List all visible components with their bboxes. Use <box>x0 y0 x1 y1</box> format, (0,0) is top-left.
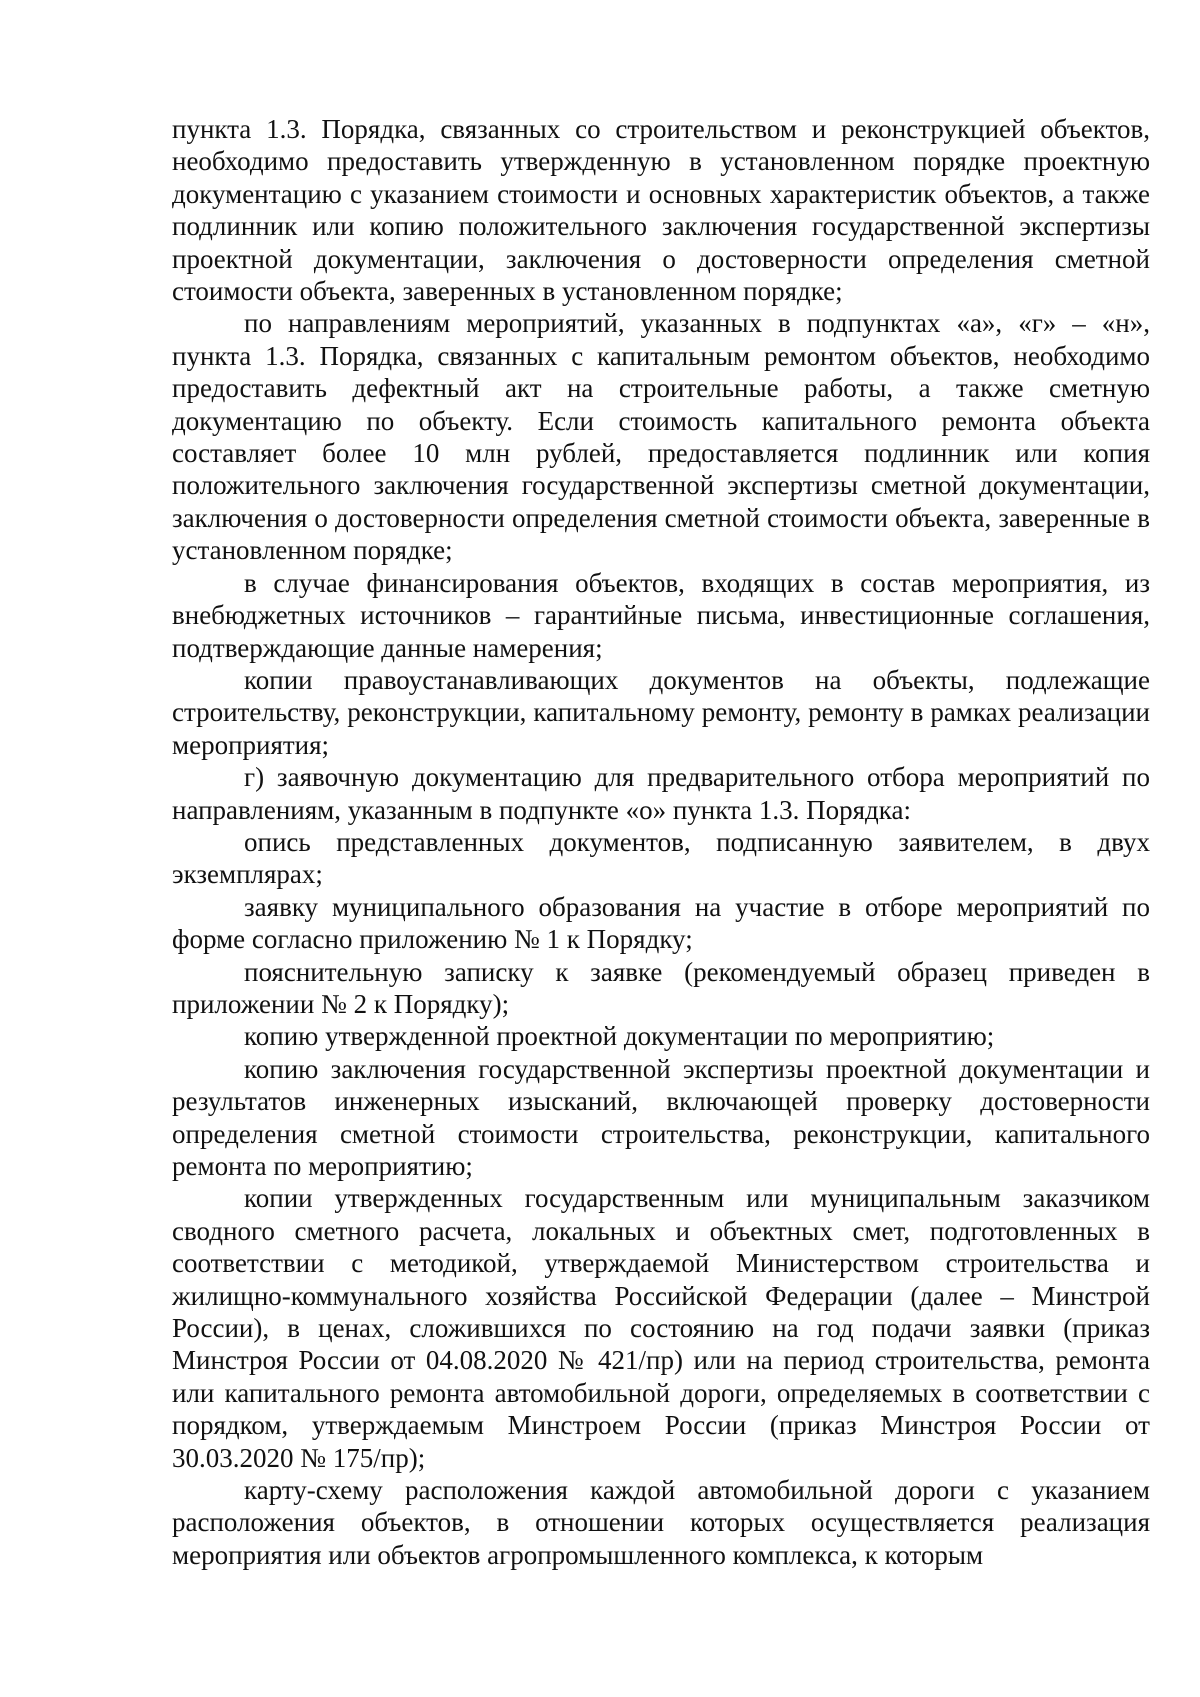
document-page <box>172 113 1150 1571</box>
paragraph-title-documents: копии правоустанавливающих документов на объекты, подлежащие строительству, реконструкции, капитальному ремонту, ремонту в рамках реализации мероприятия; <box>172 664 1150 760</box>
paragraph-map-scheme: карту-схему расположения каждой автомобильной дороги с указанием расположения объектов, в отношении которых осуществляется реализация мероприятия или объектов агропромышленного комплекса, к которым <box>172 1475 1150 1570</box>
paragraph-estimates: копии утвержденных государственным или муниципальным заказчиком сводного сметного расчета, локальных и объектных смет, подготовленных в соответствии с методикой, утверждаемой Министерством строительства и жилищно-коммунального хозяйства Российской Федерации (далее – Минстрой России), в ценах, сложившихся по состоянию на год подачи заявки (приказ Минстроя России от 04.08.2020 № 421/пр) или на период строительства, ремонта или капитального ремонта автомобильной дороги, определяемых в соответствии с порядком, утверждаемым Минстроем России (приказ Минстроя России от 30.03.2020 № 175/пр); <box>172 1183 1150 1473</box>
paragraph-capital-repair: по направлениям мероприятий, указанных в подпунктах «а», «г» – «н», пункта 1.3. Порядка, связанных с капитальным ремонтом объектов, необходимо предоставить дефектный акт на строительные работы, а также сметную документацию по объекту. Если стоимость капитального ремонта объекта составляет более 10 млн рублей, предоставляется подлинник или копия положительного заключения государственной экспертизы сметной документации, заключения о достоверности определения сметной стоимости объекта, заверенные в установленном порядке; <box>172 308 1150 566</box>
paragraph-application: заявку муниципального образования на участие в отборе мероприятий по форме согласно приложению № 1 к Порядку; <box>172 891 1150 955</box>
paragraph-continuation: пункта 1.3. Порядка, связанных со строительством и реконструкцией объектов, необходимо предоставить утвержденную в установленном порядке проектную документацию с указанием стоимости и основных характеристик объектов, а также подлинник или копию положительного заключения государственной экспертизы проектной документации, заключения о достоверности определения сметной стоимости объекта, заверенных в установленном порядке; <box>172 114 1150 307</box>
paragraph-explanatory-note: пояснительную записку к заявке (рекомендуемый образец приведен в приложении № 2 к Порядку); <box>172 956 1150 1019</box>
paragraph-expertise: копию заключения государственной экспертизы проектной документации и результатов инженерных изысканий, включающей проверку достоверности определения сметной стоимости строительства, реконструкции, капитального ремонта по мероприятию; <box>172 1053 1150 1181</box>
paragraph-item-g: г) заявочную документацию для предварительного отбора мероприятий по направлениям, указанным в подпункте «о» пункта 1.3. Порядка: <box>172 762 1150 825</box>
paragraph-extrabudgetary: в случае финансирования объектов, входящих в состав мероприятия, из внебюджетных источников – гарантийные письма, инвестиционные соглашения, подтверждающие данные намерения; <box>172 567 1150 663</box>
paragraph-inventory: опись представленных документов, подписанную заявителем, в двух экземплярах; <box>172 826 1150 890</box>
paragraph-project-docs: копию утвержденной проектной документации по мероприятию; <box>244 1021 995 1052</box>
